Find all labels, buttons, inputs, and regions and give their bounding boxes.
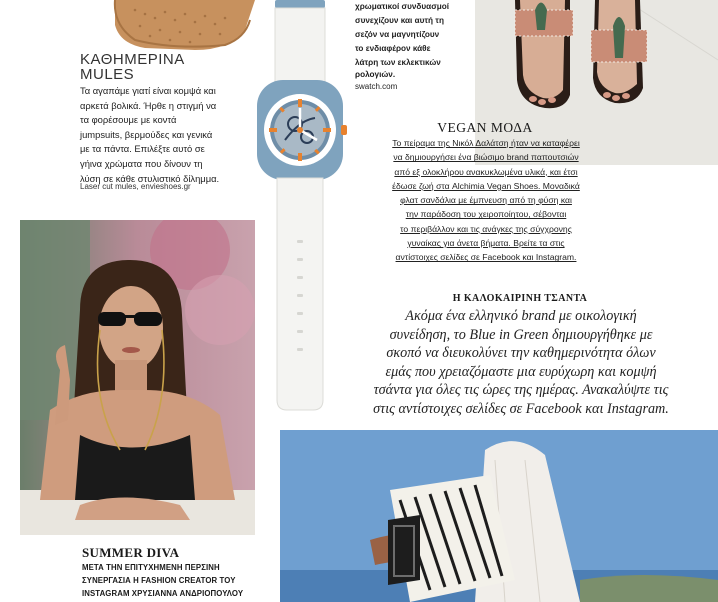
bag-heading: Η ΚΑΛΟΚΑΙΡΙΝΗ ΤΣΑΝΤΑ xyxy=(452,293,588,304)
body-line: από εξ ολοκλήρου ανακυκλωμένα υλικά, και έτσι xyxy=(394,166,578,177)
vegan-body-text xyxy=(386,136,586,265)
body-line: Το πείραμα της Νικόλ Δαλάτση ήταν να καταφέρει xyxy=(392,138,580,148)
body-line: το ενδιαφέρον κάθε xyxy=(355,44,431,53)
body-line: φλατ σανδάλια με έμπνευση από τη φύση και xyxy=(400,195,572,206)
mules-heading-line1: ΚΑΘΗΜΕΡΙΝΑ xyxy=(80,51,185,68)
body-line: INSTAGRAM ΧΡΥΣΙΑΝΝΑ ΑΝΔΡΙΟΠΟΥΛΟΥ xyxy=(82,589,244,599)
body-line: αντίστοιχες σελίδες σε Facebook και Instagram. xyxy=(395,252,577,263)
summer-diva-heading: SUMMER DIVA xyxy=(82,545,180,560)
summer-diva-body-text xyxy=(82,561,282,601)
body-line: αρκετά βολικά. Ήρθε η στιγμή να xyxy=(80,99,217,111)
summer-bag-photo xyxy=(280,430,718,602)
swatch-description xyxy=(355,0,470,70)
summer-diva-photo xyxy=(20,220,255,535)
body-line: σεζόν να μαγνητίζουν xyxy=(355,30,440,39)
body-line: έδωσε ζωή στα Alchimia Vegan Shoes. Μοναδικά xyxy=(392,180,580,191)
body-line: εμάς που χρειαζόμαστε μια ευρύχωρη και κομψή xyxy=(385,363,657,380)
body-line: σκοπό να διευκολύνει την καθημερινότητα όλων xyxy=(386,345,656,362)
body-line: τσάντα για όλες τις ώρες της ημέρας. Ανακαλύψτε τις xyxy=(373,382,669,399)
body-line: συνείδηση, το Blue in Green δημιουργήθηκε με xyxy=(389,326,653,343)
body-line: ΜΕΤΑ ΤΗΝ ΕΠΙΤΥΧΗΜΕΝΗ ΠΕΡΣΙΝΗ xyxy=(82,563,220,572)
body-line: το περιβάλλον και τις ανάγκες της σύγχρονης xyxy=(400,223,572,234)
mules-body-text xyxy=(80,84,258,186)
body-line: λύση σε κάθε στυλιστικό δίλημμα. xyxy=(80,172,220,184)
body-line: την παράδοση του χειροποίητου, σέβονται xyxy=(405,209,567,220)
body-line: τα φορέσουμε με κοντά xyxy=(80,114,177,126)
bag-body-text xyxy=(352,307,690,419)
body-line: χρωματικοί συνδυασμοί xyxy=(355,2,450,11)
swatch-watch-photo xyxy=(245,0,355,420)
body-line: γήινα χρώματα που δίνουν τη xyxy=(80,157,203,169)
body-line: στις αντίστοιχες σελίδες σε Facebook και Instagram. xyxy=(373,400,669,417)
body-line: jumpsuits, βερμούδες και γενικά xyxy=(80,128,213,140)
body-line: ΣΥΝΕΡΓΑΣΙΑ Η FASHION CREATOR ΤΟΥ xyxy=(82,576,236,586)
body-line: να δημιουργήσει ένα βιώσιμο brand παπουτσιών xyxy=(393,152,579,163)
body-line: λάτρη των εκλεκτικών xyxy=(355,58,441,67)
body-line: με τα πάντα. Επιλέξτε αυτό σε xyxy=(80,143,205,155)
body-line: Ακόμα ένα ελληνικό brand με οικολογική xyxy=(405,308,637,324)
swatch-site: swatch.com xyxy=(355,82,398,91)
mules-heading xyxy=(80,52,260,82)
body-line: συνεχίζουν και αυτή τη xyxy=(355,16,444,25)
body-line: Τα αγαπάμε γιατί είναι κομψά και xyxy=(80,85,216,96)
mules-shoe-photo xyxy=(95,0,255,52)
vegan-heading: VEGAN ΜΟΔΑ xyxy=(437,120,533,135)
mules-heading-line2: MULES xyxy=(80,66,135,83)
body-line: γυναίκας για άνετα βήματα. Βρείτε τα στις xyxy=(407,238,565,249)
swatch-description-end: ρολογιών. xyxy=(355,70,396,79)
mules-credit: Laser cut mules, envieshoes.gr xyxy=(80,182,191,191)
